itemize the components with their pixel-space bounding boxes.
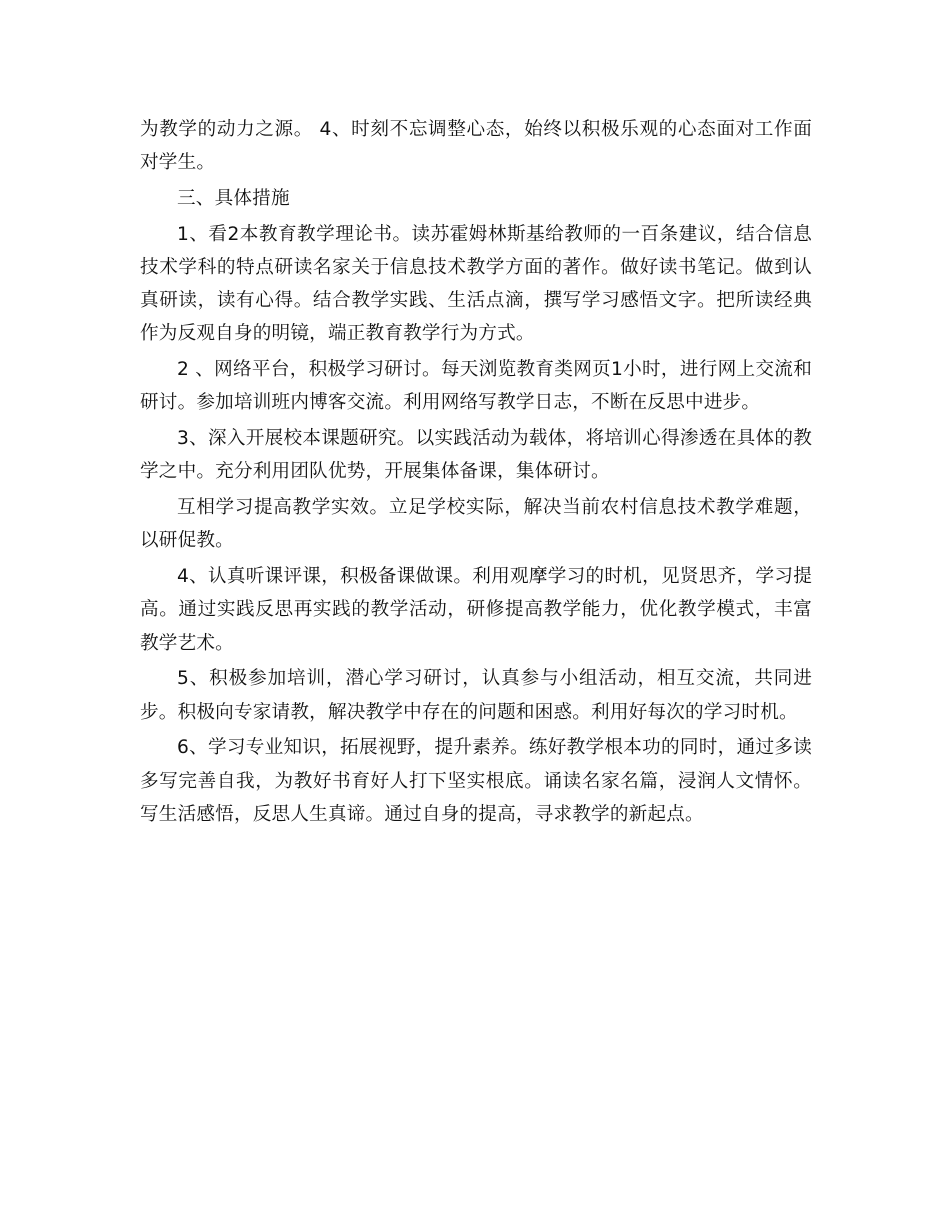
paragraph-measure-5: 5、积极参加培训，潜心学习研讨，认真参与小组活动，相互交流，共同进步。积极向专家请教，解决教学中存在的问题和困惑。利用好每次的学习时机。 — [140, 668, 812, 723]
paragraph-intro-continuation: 为教学的动力之源。 4、时刻不忘调整心态，始终以积极乐观的心态面对工作面对学生。 — [140, 119, 812, 174]
paragraph-measure-1: 1、看2本教育教学理论书。读苏霍姆林斯基给教师的一百条建议，结合信息技术学科的特点研读名家关于信息技术教学方面的著作。做好读书笔记。做到认真研读，读有心得。结合教学实践、生活点滴，撰写学习感悟文字。把所读经典作为反观自身的明镜，端正教育教学行为方式。 — [140, 223, 812, 345]
document-body — [140, 113, 812, 834]
paragraph-measure-6: 6、学习专业知识，拓展视野，提升素养。练好教学根本功的同时，通过多读多写完善自我，为教好书育好人打下坚实根底。诵读名家名篇，浸润人文情怀。写生活感悟，反思人生真谛。通过自身的提高，寻求教学的新起点。 — [140, 737, 812, 825]
paragraph-measure-4: 4、认真听课评课，积极备课做课。利用观摩学习的时机，见贤思齐，学习提高。通过实践反思再实践的教学活动，研修提高教学能力，优化教学模式，丰富教学艺术。 — [140, 566, 812, 654]
paragraph-measure-3: 3、深入开展校本课题研究。以实践活动为载体，将培训心得渗透在具体的教学之中。充分利用团队优势，开展集体备课，集体研讨。 — [140, 428, 812, 483]
paragraph-measure-2: 2 、网络平台，积极学习研讨。每天浏览教育类网页1小时，进行网上交流和研讨。参加培训班内博客交流。利用网络写教学日志，不断在反思中进步。 — [140, 359, 812, 414]
paragraph-measure-3-continuation: 互相学习提高教学实效。立足学校实际，解决当前农村信息技术教学难题，以研促教。 — [140, 497, 812, 552]
section-heading: 三、具体措施 — [177, 188, 290, 209]
